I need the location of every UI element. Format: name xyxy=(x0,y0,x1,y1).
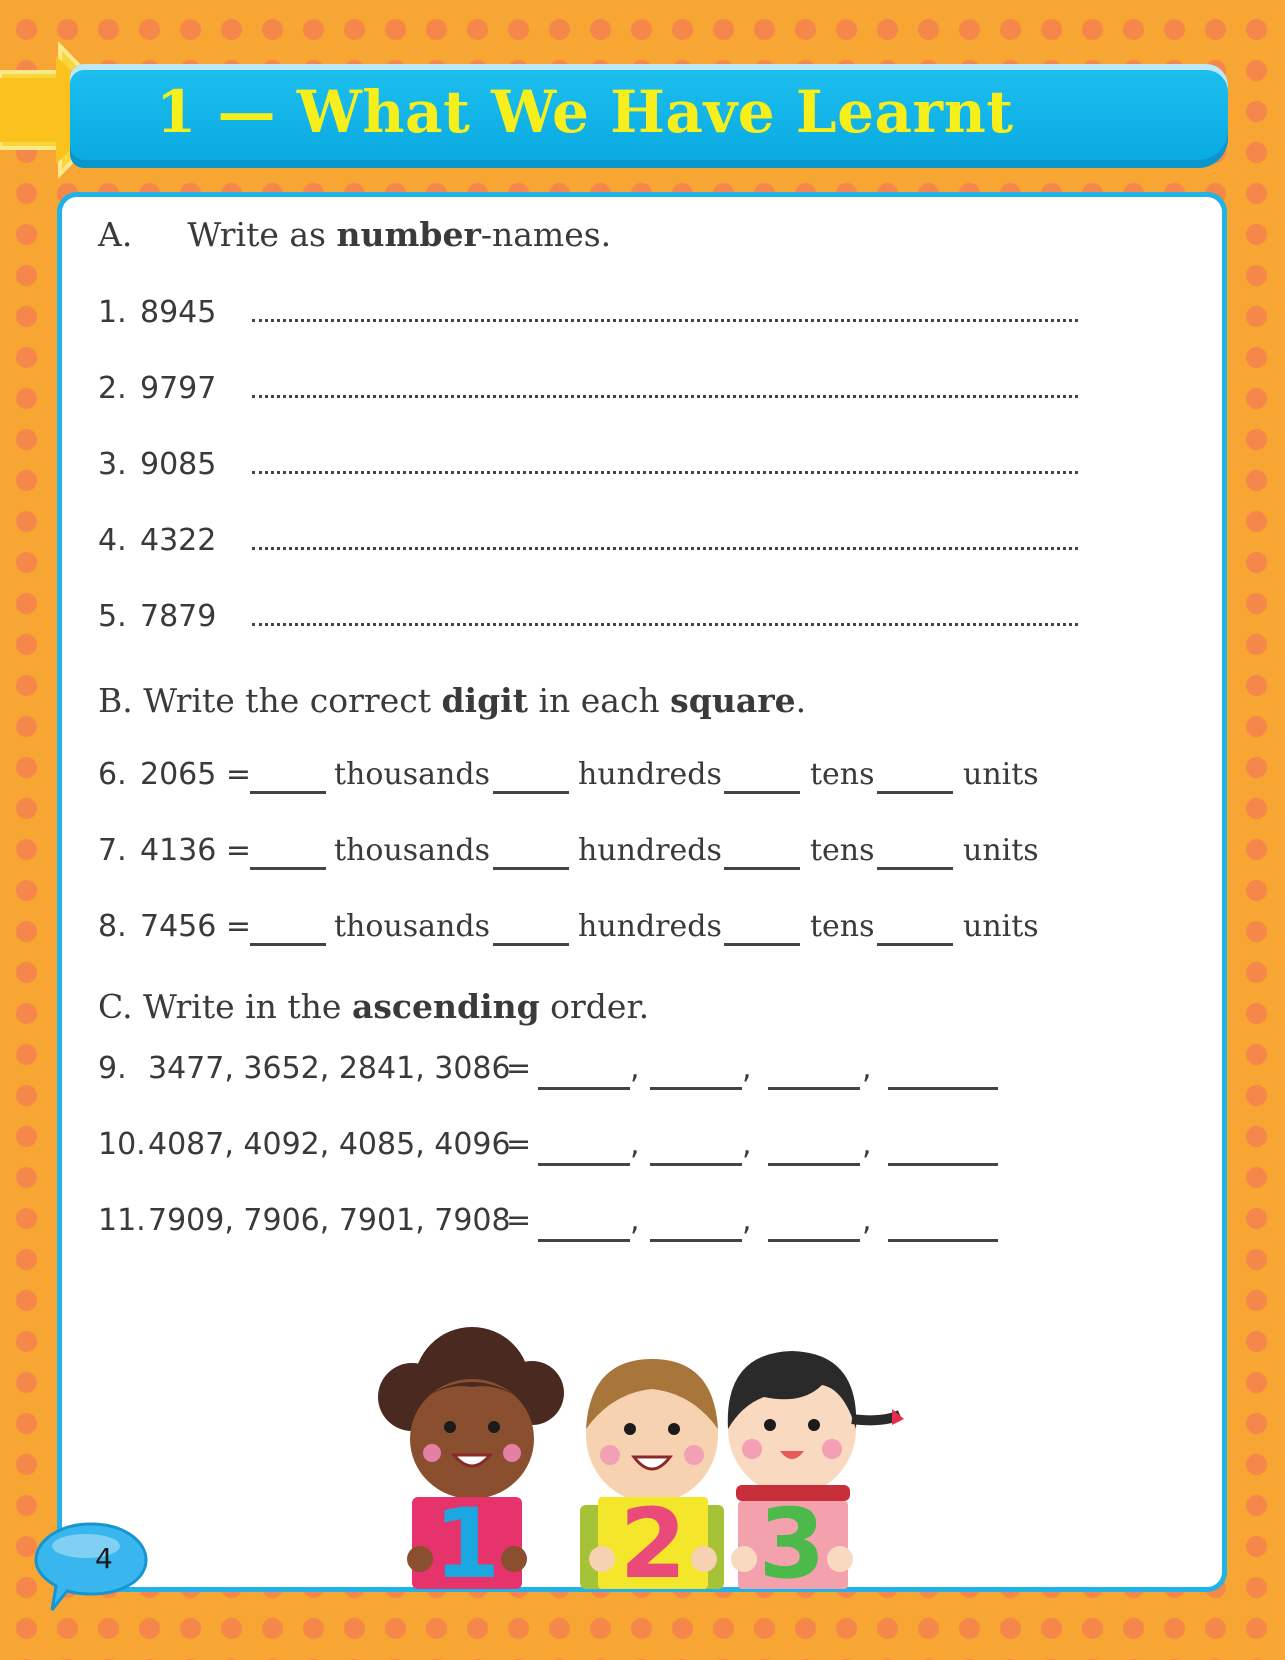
answer-blank[interactable] xyxy=(250,791,326,794)
units-label: units xyxy=(963,909,1039,944)
answer-blank[interactable] xyxy=(493,791,569,794)
answer-line[interactable] xyxy=(252,471,1078,474)
answer-blank[interactable] xyxy=(724,867,800,870)
worksheet-card: A. Write as number-names. 1. 8945 2. 9797 3. 9085 4. 4322 5. 7879 B. Write the correct digit in each square. 6. 2065 = thousands hundreds tens units 7. 4136 = thousands hundreds tens units 8. 7456 = thousands hundreds tens units C. Write in the ascending order. 9. 3477, 3652, 2841, 3086 = , , , 10. 4087, 4092, 4085, 4096 = , , , 11. 7909, 7906, 7901, 7908 = , , , 1 2 3 xyxy=(57,192,1227,1592)
answer-blank[interactable] xyxy=(493,867,569,870)
page-title: 1 — What We Have Learnt xyxy=(156,78,1014,146)
section-a-bold: number xyxy=(336,215,481,254)
section-c-pre: C. Write in the xyxy=(98,987,352,1026)
block-1-label: 1 xyxy=(433,1488,501,1589)
units-label: units xyxy=(963,833,1039,868)
section-c-heading xyxy=(98,987,649,1026)
item-value: 4136 = xyxy=(140,833,252,868)
answer-blank[interactable] xyxy=(493,943,569,946)
item-value: 9085 xyxy=(140,447,217,482)
section-b-bold2: square xyxy=(670,681,796,720)
answer-line[interactable] xyxy=(252,395,1078,398)
item-value: 8945 xyxy=(140,295,217,330)
answer-blank[interactable] xyxy=(538,1163,630,1166)
answer-blank[interactable] xyxy=(877,791,953,794)
answer-line[interactable] xyxy=(252,319,1078,322)
title-banner xyxy=(70,64,1228,168)
answer-line[interactable] xyxy=(252,623,1078,626)
block-3-label: 3 xyxy=(758,1488,826,1589)
answer-blank[interactable] xyxy=(538,1087,630,1090)
item-value: 9797 xyxy=(140,371,217,406)
item-number: 7. xyxy=(98,833,127,868)
children-illustration xyxy=(352,1327,912,1589)
item-number: 4. xyxy=(98,523,127,558)
item-number: 11. xyxy=(98,1203,146,1238)
answer-blank[interactable] xyxy=(877,943,953,946)
section-b-post: . xyxy=(795,681,807,720)
item-number: 5. xyxy=(98,599,127,634)
hundreds-label: hundreds xyxy=(578,833,722,868)
hundreds-label: hundreds xyxy=(578,909,722,944)
item-values: 4087, 4092, 4085, 4096 xyxy=(148,1127,511,1162)
child-1 xyxy=(378,1327,564,1589)
section-c-bold: ascending xyxy=(351,987,540,1026)
answer-blank[interactable] xyxy=(650,1087,742,1090)
tens-label: tens xyxy=(810,909,875,944)
section-b-bold1: digit xyxy=(441,681,528,720)
hundreds-label: hundreds xyxy=(578,757,722,792)
answer-blank[interactable] xyxy=(888,1239,998,1242)
item-number: 1. xyxy=(98,295,127,330)
tens-label: tens xyxy=(810,757,875,792)
item-values: 3477, 3652, 2841, 3086 xyxy=(148,1051,511,1086)
item-value: 7456 = xyxy=(140,909,252,944)
item-number: 8. xyxy=(98,909,127,944)
answer-line[interactable] xyxy=(252,547,1078,550)
section-c-post: order. xyxy=(539,987,650,1026)
child-3 xyxy=(728,1351,904,1589)
item-number: 3. xyxy=(98,447,127,482)
tens-label: tens xyxy=(810,833,875,868)
answer-blank[interactable] xyxy=(888,1087,998,1090)
item-values: 7909, 7906, 7901, 7908 xyxy=(148,1203,511,1238)
equals-sign: = xyxy=(506,1127,532,1162)
section-a-pre: Write as xyxy=(187,215,337,254)
units-label: units xyxy=(963,757,1039,792)
equals-sign: = xyxy=(506,1203,532,1238)
item-number: 6. xyxy=(98,757,127,792)
answer-blank[interactable] xyxy=(538,1239,630,1242)
block-2-label: 2 xyxy=(619,1488,687,1589)
answer-blank[interactable] xyxy=(724,943,800,946)
section-a-heading xyxy=(98,215,611,254)
answer-blank[interactable] xyxy=(650,1163,742,1166)
answer-blank[interactable] xyxy=(250,943,326,946)
page-number-bubble xyxy=(34,1520,148,1614)
item-number: 10. xyxy=(98,1127,146,1162)
answer-blank[interactable] xyxy=(768,1163,860,1166)
list-item xyxy=(98,371,216,406)
answer-blank[interactable] xyxy=(888,1163,998,1166)
section-a-letter: A. xyxy=(98,215,133,254)
item-number: 2. xyxy=(98,371,127,406)
section-b-pre: B. Write the correct xyxy=(98,681,442,720)
equals-sign: = xyxy=(506,1051,532,1086)
answer-blank[interactable] xyxy=(650,1239,742,1242)
answer-blank[interactable] xyxy=(250,867,326,870)
child-2 xyxy=(580,1359,724,1589)
section-a-post: -names. xyxy=(480,215,612,254)
item-value: 7879 xyxy=(140,599,217,634)
thousands-label: thousands xyxy=(334,757,490,792)
list-item xyxy=(98,599,216,634)
list-item xyxy=(98,523,216,558)
thousands-label: thousands xyxy=(334,909,490,944)
page-number: 4 xyxy=(95,1542,113,1575)
item-value: 2065 = xyxy=(140,757,252,792)
list-item xyxy=(98,447,216,482)
answer-blank[interactable] xyxy=(768,1087,860,1090)
list-item xyxy=(98,295,216,330)
section-b-heading xyxy=(98,681,806,720)
item-value: 4322 xyxy=(140,523,217,558)
section-b-mid: in each xyxy=(527,681,671,720)
thousands-label: thousands xyxy=(334,833,490,868)
item-number: 9. xyxy=(98,1051,127,1086)
answer-blank[interactable] xyxy=(724,791,800,794)
answer-blank[interactable] xyxy=(877,867,953,870)
answer-blank[interactable] xyxy=(768,1239,860,1242)
